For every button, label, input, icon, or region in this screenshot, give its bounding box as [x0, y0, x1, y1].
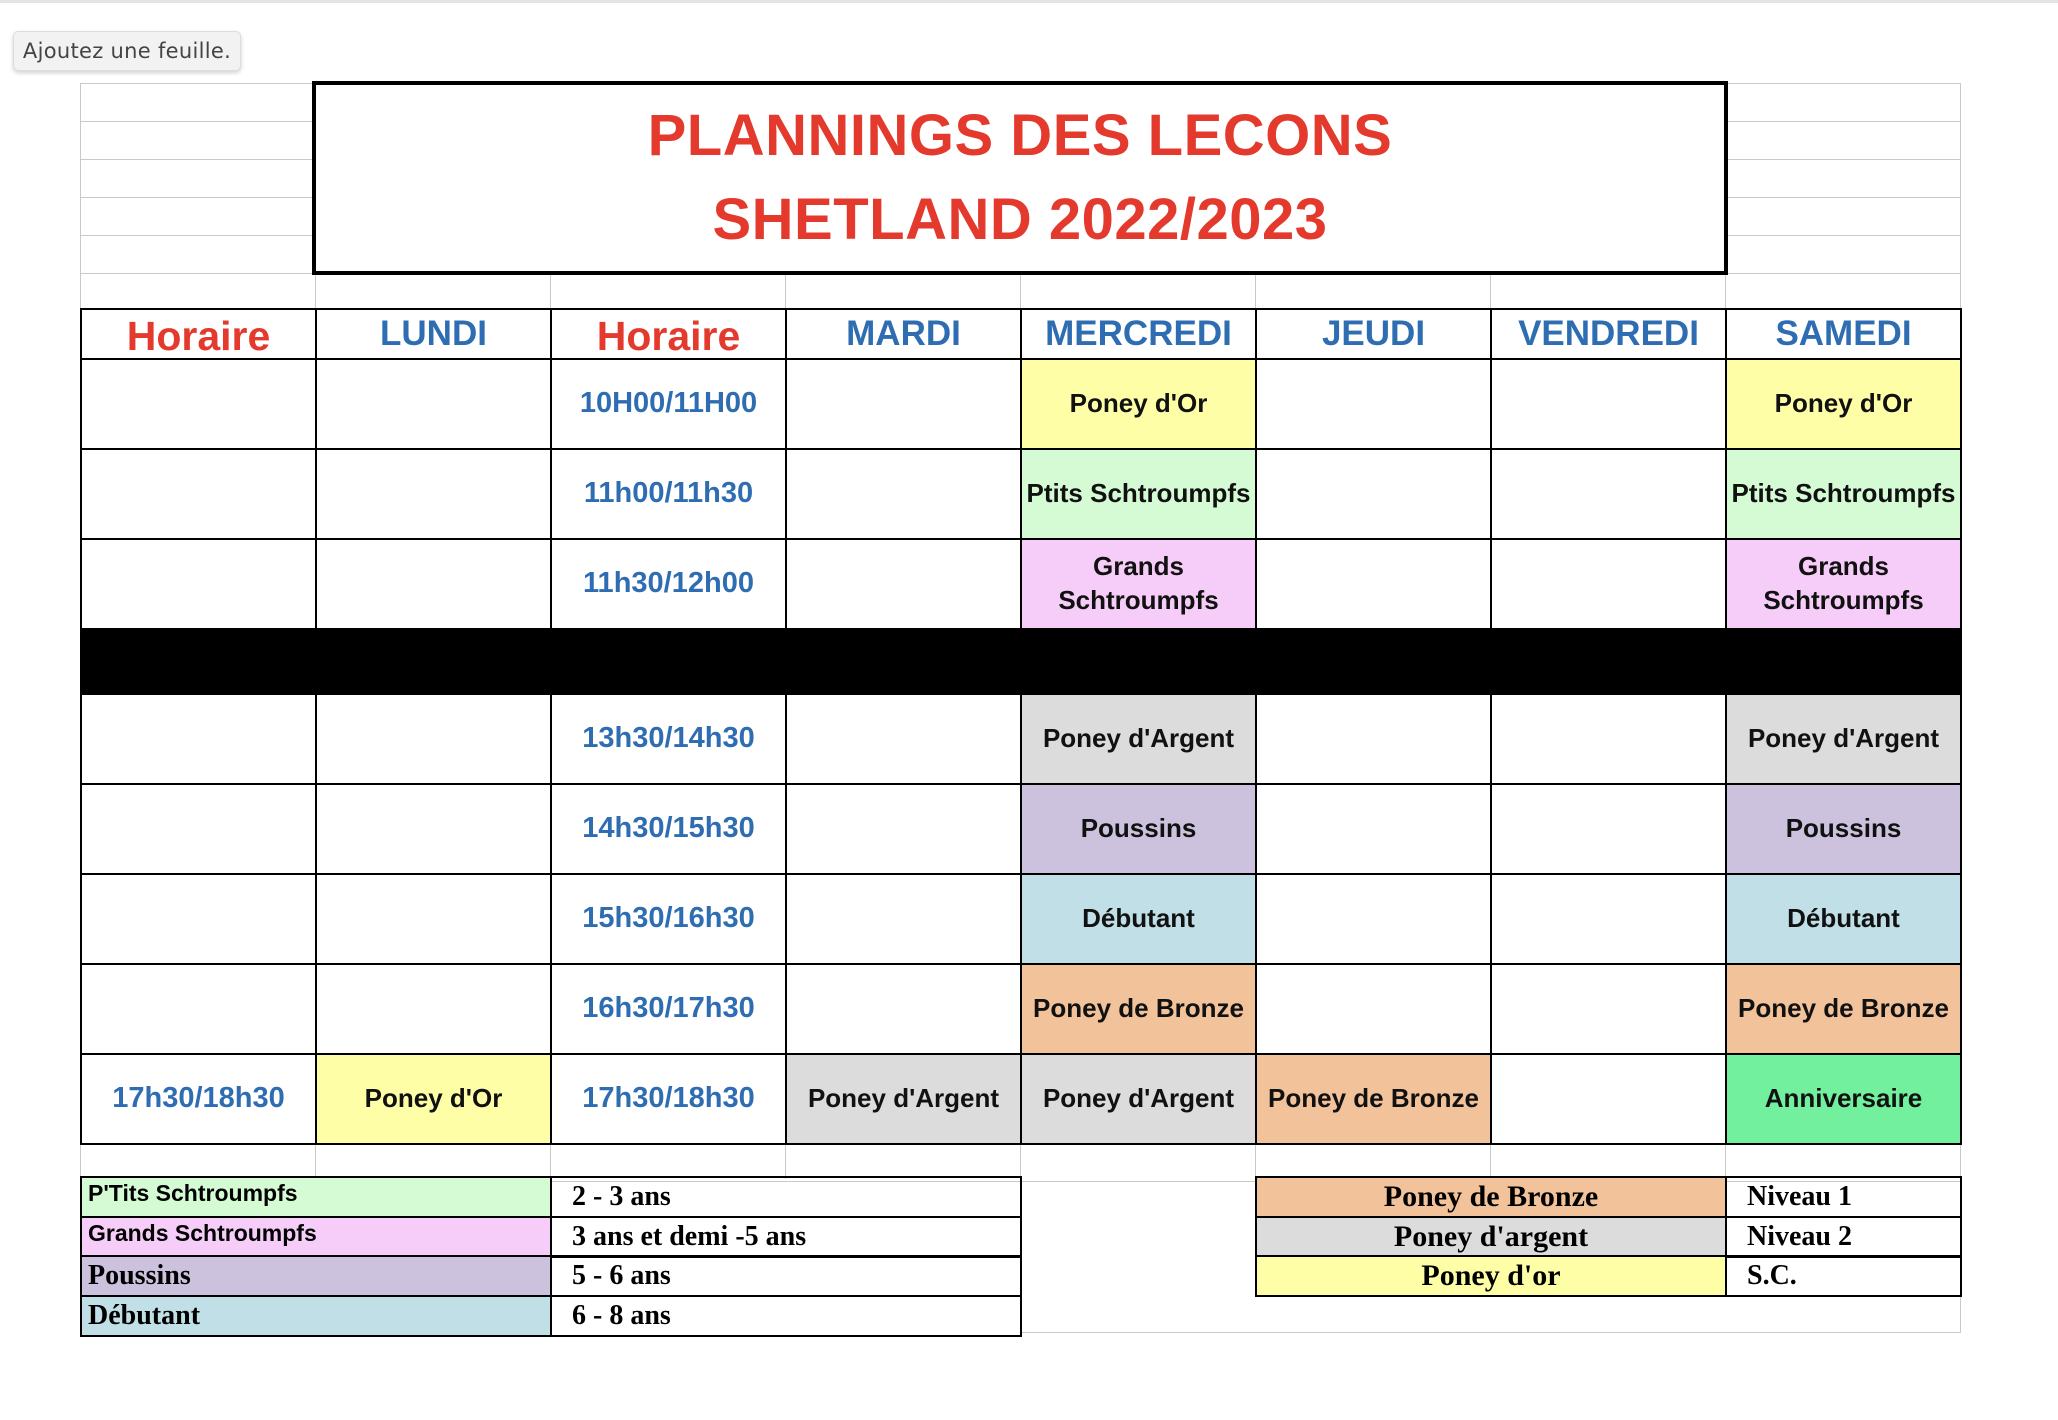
lesson-poney-de-bronze[interactable]: Poney de Bronze	[1725, 963, 1962, 1055]
empty-cell[interactable]	[1490, 1053, 1727, 1145]
lesson-poney-d-or[interactable]: Poney d'Or	[315, 1053, 552, 1145]
gridline-v	[1020, 1143, 1021, 1179]
header-jeudi: JEUDI	[1255, 308, 1492, 360]
empty-cell[interactable]	[1490, 693, 1727, 785]
spreadsheet-sheet[interactable]	[80, 83, 1960, 1333]
lesson-poney-de-bronze[interactable]: Poney de Bronze	[1255, 1053, 1492, 1145]
empty-cell[interactable]	[80, 693, 317, 785]
title-line-1: PLANNINGS DES LECONS	[647, 103, 1393, 168]
empty-cell[interactable]	[1490, 783, 1727, 875]
empty-cell[interactable]	[1490, 873, 1727, 965]
gridline-v	[550, 1143, 551, 1179]
legend-name-poussins: Poussins	[80, 1255, 552, 1297]
lesson-grands-schtroumpfs[interactable]: Grands Schtroumpfs	[1020, 538, 1257, 630]
time-cell[interactable]: 15h30/16h30	[550, 873, 787, 965]
empty-cell[interactable]	[785, 693, 1022, 785]
legend-age-debutant: 6 - 8 ans	[550, 1295, 1022, 1337]
gridline-v	[785, 1143, 786, 1179]
lesson-poney-d-argent[interactable]: Poney d'Argent	[785, 1053, 1022, 1145]
legend-name-grands-schtroumpfs: Grands Schtroumpfs	[80, 1216, 552, 1258]
time-cell[interactable]: 16h30/17h30	[550, 963, 787, 1055]
empty-cell[interactable]	[315, 693, 552, 785]
time-cell[interactable]: 13h30/14h30	[550, 693, 787, 785]
lesson-poney-d-argent[interactable]: Poney d'Argent	[1020, 1053, 1257, 1145]
header-vendredi: VENDREDI	[1490, 308, 1727, 360]
lesson-poney-d-argent[interactable]: Poney d'Argent	[1725, 693, 1962, 785]
empty-cell[interactable]	[785, 358, 1022, 450]
empty-cell[interactable]	[785, 873, 1022, 965]
time-cell[interactable]: 11h30/12h00	[550, 538, 787, 630]
lesson-poney-d-or[interactable]: Poney d'Or	[1020, 358, 1257, 450]
lesson-poney-d-or[interactable]: Poney d'Or	[1725, 358, 1962, 450]
legend-name-debutant: Débutant	[80, 1295, 552, 1337]
lesson-ptits-schtroumpfs[interactable]: Ptits Schtroumpfs	[1020, 448, 1257, 540]
empty-cell[interactable]	[785, 963, 1022, 1055]
gridline-v	[1725, 1143, 1726, 1179]
empty-cell[interactable]	[1255, 963, 1492, 1055]
empty-cell[interactable]	[80, 448, 317, 540]
empty-cell[interactable]	[1255, 783, 1492, 875]
gridline-v	[1960, 1143, 1961, 1179]
lesson-ptits-schtroumpfs[interactable]: Ptits Schtroumpfs	[1725, 448, 1962, 540]
lesson-debutant[interactable]: Débutant	[1725, 873, 1962, 965]
empty-cell[interactable]	[1255, 873, 1492, 965]
time-cell[interactable]: 11h00/11h30	[550, 448, 787, 540]
empty-cell[interactable]	[1255, 538, 1492, 630]
empty-cell[interactable]	[315, 358, 552, 450]
title-line-2: SHETLAND 2022/2023	[712, 187, 1328, 252]
empty-cell[interactable]	[315, 963, 552, 1055]
empty-cell[interactable]	[785, 783, 1022, 875]
title-box	[312, 81, 1728, 275]
empty-cell[interactable]	[80, 873, 317, 965]
gridline-v	[1490, 1143, 1491, 1179]
gridline-h	[1020, 1332, 1960, 1333]
empty-cell[interactable]	[785, 448, 1022, 540]
legend-level-poney-d-argent: Niveau 2	[1725, 1216, 1962, 1258]
empty-cell[interactable]	[1490, 963, 1727, 1055]
header-horaire-2: Horaire	[550, 308, 787, 360]
empty-cell[interactable]	[1255, 448, 1492, 540]
gridline-v	[315, 1143, 316, 1179]
gridline-v	[1255, 1143, 1256, 1179]
header-horaire-1: Horaire	[80, 308, 317, 360]
lesson-poney-d-argent[interactable]: Poney d'Argent	[1020, 693, 1257, 785]
empty-cell[interactable]	[1490, 538, 1727, 630]
empty-cell[interactable]	[80, 963, 317, 1055]
lesson-grands-schtroumpfs[interactable]: Grands Schtroumpfs	[1725, 538, 1962, 630]
lesson-anniversaire[interactable]: Anniversaire	[1725, 1053, 1962, 1145]
lesson-debutant[interactable]: Débutant	[1020, 873, 1257, 965]
empty-cell[interactable]	[1490, 358, 1727, 450]
legend-name-poney-d-or: Poney d'or	[1255, 1255, 1727, 1297]
legend-age-grands-schtroumpfs: 3 ans et demi -5 ans	[550, 1216, 1022, 1258]
legend-name-p-tits-schtroumpfs: P'Tits Schtroumpfs	[80, 1176, 552, 1218]
gridline-v	[80, 83, 81, 308]
legend-level-poney-d-or: S.C.	[1725, 1255, 1962, 1297]
time-cell[interactable]: 17h30/18h30	[550, 1053, 787, 1145]
empty-cell[interactable]	[80, 783, 317, 875]
empty-cell[interactable]	[315, 783, 552, 875]
header-lundi: LUNDI	[315, 308, 552, 360]
empty-cell[interactable]	[1490, 448, 1727, 540]
add-sheet-button[interactable]: Ajoutez une feuille.	[13, 31, 241, 71]
empty-cell[interactable]	[315, 538, 552, 630]
time-cell[interactable]: 10H00/11H00	[550, 358, 787, 450]
lesson-poussins[interactable]: Poussins	[1020, 783, 1257, 875]
lunch-break-bar	[80, 628, 1962, 695]
time-cell[interactable]: 14h30/15h30	[550, 783, 787, 875]
empty-cell[interactable]	[80, 358, 317, 450]
empty-cell[interactable]	[80, 538, 317, 630]
legend-age-p-tits-schtroumpfs: 2 - 3 ans	[550, 1176, 1022, 1218]
lesson-poussins[interactable]: Poussins	[1725, 783, 1962, 875]
lesson-poney-de-bronze[interactable]: Poney de Bronze	[1020, 963, 1257, 1055]
legend-age-poussins: 5 - 6 ans	[550, 1255, 1022, 1297]
header-mardi: MARDI	[785, 308, 1022, 360]
window-top-border	[0, 0, 2058, 3]
header-mercredi: MERCREDI	[1020, 308, 1257, 360]
empty-cell[interactable]	[1255, 693, 1492, 785]
empty-cell[interactable]	[315, 873, 552, 965]
time-cell[interactable]: 17h30/18h30	[80, 1053, 317, 1145]
empty-cell[interactable]	[315, 448, 552, 540]
gridline-v	[80, 1143, 81, 1179]
header-samedi: SAMEDI	[1725, 308, 1962, 360]
empty-cell[interactable]	[785, 538, 1022, 630]
legend-name-poney-d-argent: Poney d'argent	[1255, 1216, 1727, 1258]
legend-name-poney-de-bronze: Poney de Bronze	[1255, 1176, 1727, 1218]
legend-level-poney-de-bronze: Niveau 1	[1725, 1176, 1962, 1218]
empty-cell[interactable]	[1255, 358, 1492, 450]
gridline-v	[1960, 83, 1961, 308]
